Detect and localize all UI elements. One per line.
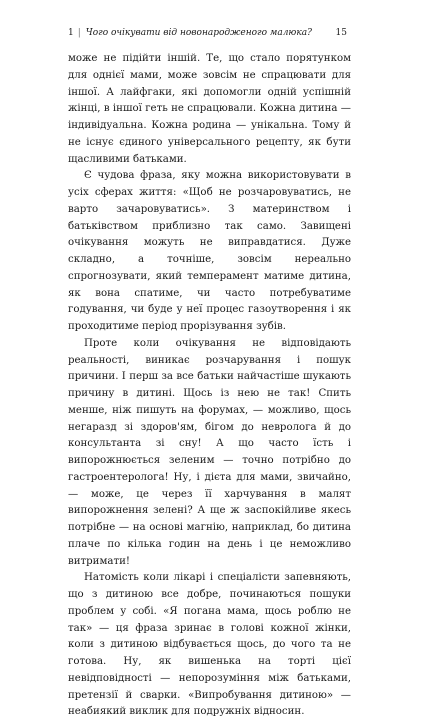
- paragraph: може не підійти іншій. Те, що стало порятунком для однієї мами, може зовсім не спрацювати для іншої. А лайфгаки, які допомогли одній успішній жінці, в іншої геть не спрацювали. Кожна дитина — індивідуальна. Кожна родина — унікальна. Тому й не існує єдиного універсального рецепту, як бути щасливими батьками.: [68, 53, 351, 165]
- chapter-number: 1: [68, 28, 74, 38]
- running-header: [68, 26, 347, 40]
- paragraph: Проте коли очікування не відповідають реальності, виникає розчарування і пошук причини. І перш за все батьки найчастіше шукають причину в дитині. Щось із нею не так! Спить менше, ніж пишуть на форумах, — можливо, щось негаразд зі здоров'ям, бігом до невролога й до консультанта зі сну! А що часто їсть і випорожнюється зеленим — точно потрібно до гастроентеролога! Ну, і дієта для мами, звичайно, — може, це через її харчування в малят випорожнення зелені? А ще ж заспокійливе якесь потрібне — на основі магнію, наприклад, бо дитина плаче по кілька годин на день і це неможливо витримати!: [68, 337, 351, 567]
- page-number: 15: [335, 28, 347, 38]
- paragraph: Є чудова фраза, яку можна використовувати в усіх сферах життя: «Щоб не розчаровуватись, не варто зачаровуватись». З материнством і батьківством приблизно так само. Завищені очікування можуть не виправдатися. Дуже складно, а точніше, зовсім нереально спрогнозувати, який темперамент матиме дитина, як вона спатиме, чи часто потребуватиме годування, чи буде у неї процес газоутворення і як проходитиме період прорізування зубів.: [68, 170, 351, 332]
- header-separator: |: [77, 28, 81, 38]
- running-title: Чого очікувати від новонародженого малюка?: [85, 28, 312, 38]
- body-text: [68, 51, 351, 721]
- paragraph: Натомість коли лікарі і спеціалісти запевняють, що з дитиною все добре, починаються пошуки проблем у собі. «Я погана мама, щось роблю не так» — ця фраза зринає в голові кожної жінки, коли з дитиною відбувається щось, до чого та не готова. Ну, як вишенька на торті цієї невідповідності — непорозуміння між батьками, претензії й сварки. «Випробування дитиною» — неабиякий виклик для подружніх відносин.: [68, 572, 351, 718]
